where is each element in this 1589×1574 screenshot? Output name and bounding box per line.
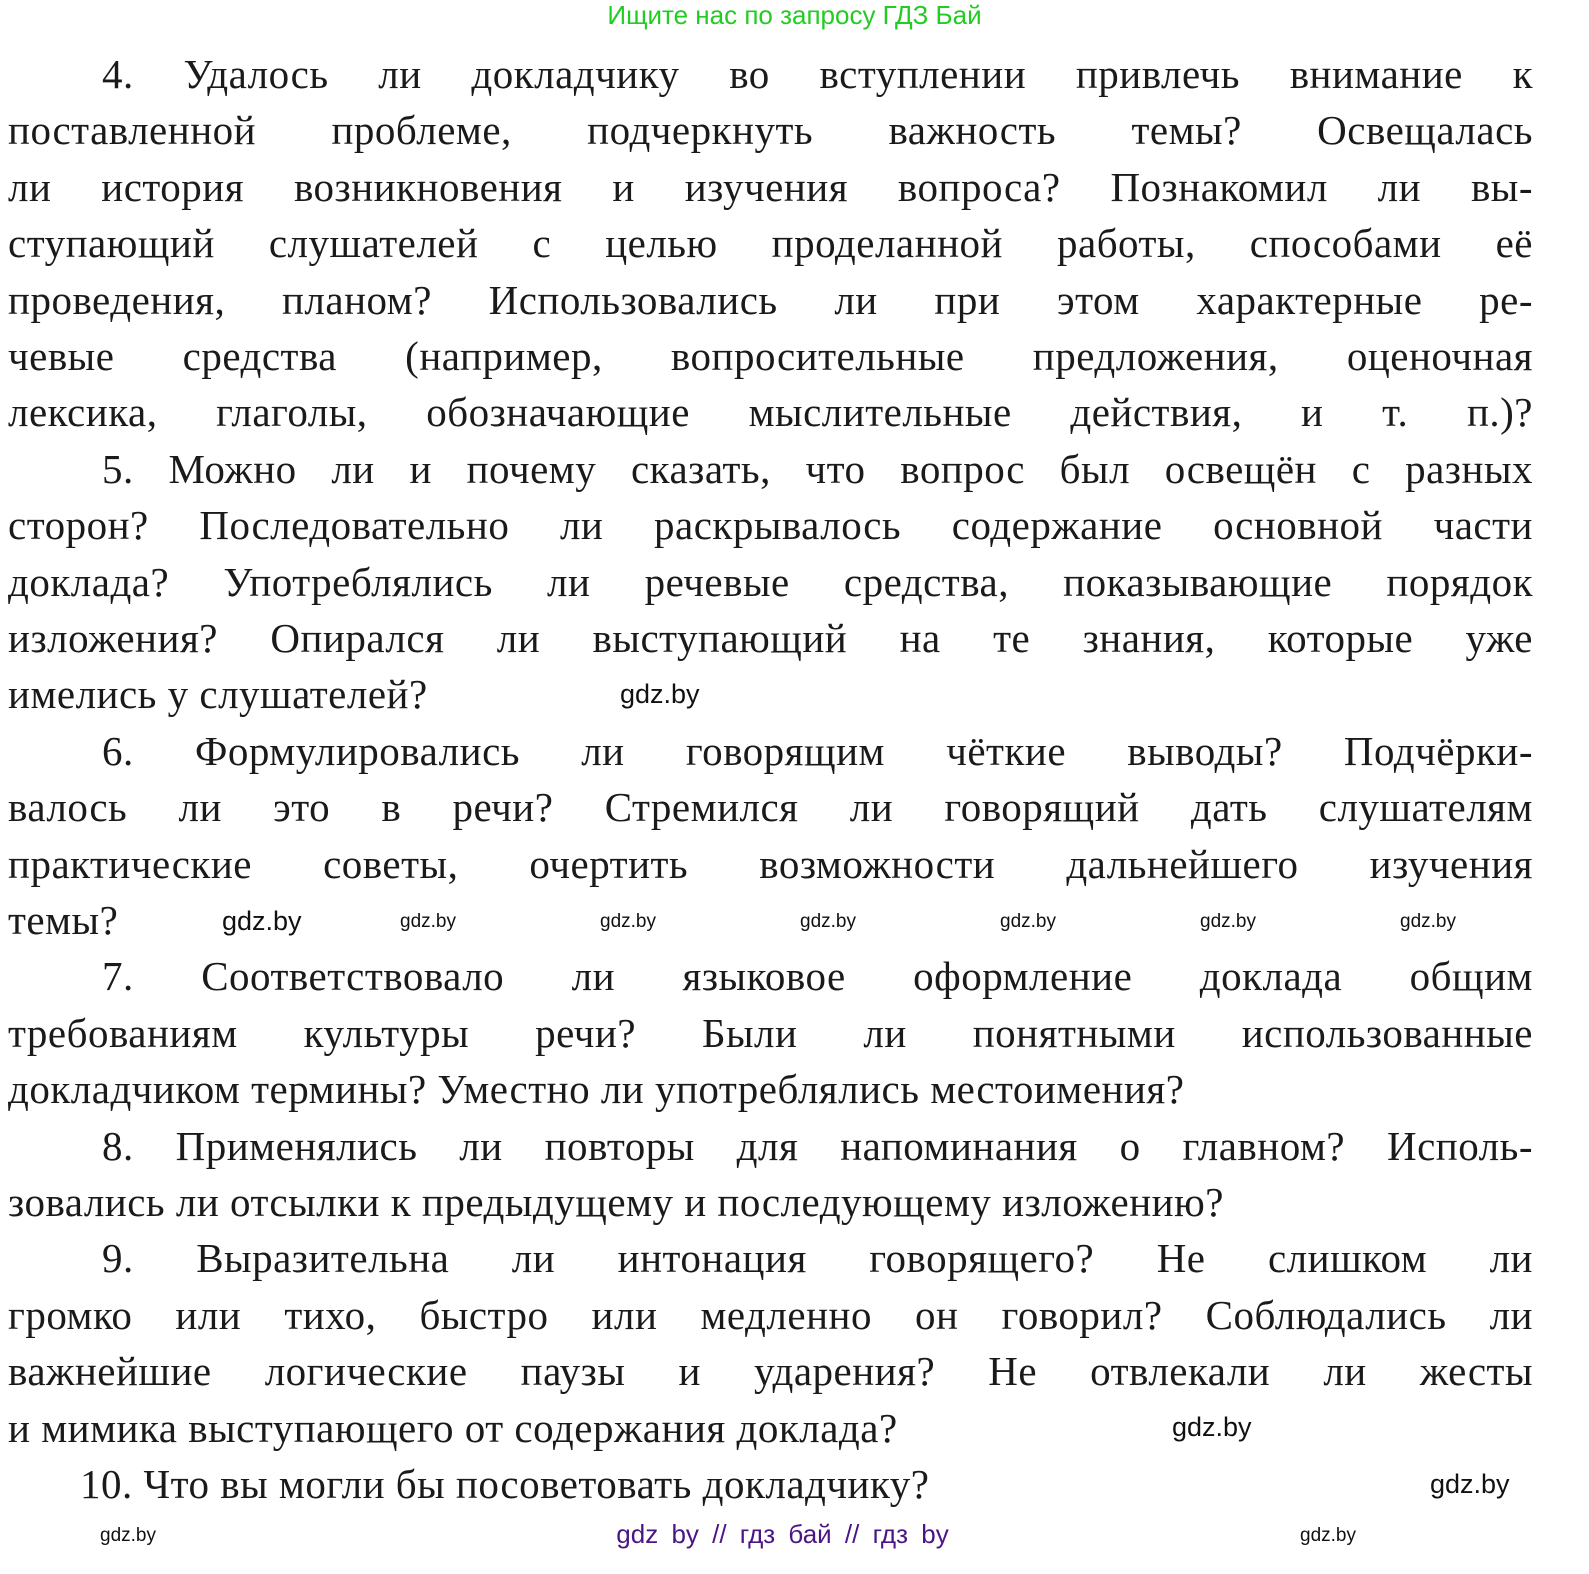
text-line: валось ли это в речи? Стремился ли говорящий дать слушателям: [8, 784, 1533, 831]
text-line: ли история возникновения и изучения вопроса? Познакомил ли вы-: [8, 163, 1533, 210]
text-line: ступающий слушателей с целью проделанной работы, способами её: [8, 220, 1533, 267]
text-line: требованиям культуры речи? Были ли понятными использованные: [8, 1009, 1533, 1056]
watermark: gdz.by: [800, 911, 856, 932]
watermark: gdz.by: [620, 679, 700, 709]
watermark: gdz.by: [1400, 911, 1456, 932]
text-line: 4. Удалось ли докладчику во вступлении привлечь внимание к: [102, 51, 1533, 97]
watermark: gdz.by: [1300, 1525, 1356, 1546]
text-line: чевые средства (например, вопросительные предложения, оценочная: [8, 333, 1533, 379]
text-line: 6. Формулировались ли говорящим чёткие выводы? Подчёрки-: [102, 727, 1533, 774]
text-line: проведения, планом? Использовались ли при этом характерные ре-: [8, 276, 1533, 323]
text-line: доклада? Употреблялись ли речевые средства, показывающие порядок: [8, 558, 1533, 605]
text-line: 7. Соответствовало ли языковое оформление доклада общим: [102, 953, 1533, 1000]
text-line: 10. Что вы могли бы посоветовать докладчику?: [80, 1461, 930, 1507]
text-line: практические советы, очертить возможности дальнейшего изучения: [8, 840, 1533, 887]
text-line: 5. Можно ли и почему сказать, что вопрос был освещён с разных: [102, 445, 1533, 492]
text-line: поставленной проблеме, подчеркнуть важность темы? Освещалась: [8, 107, 1533, 154]
text-line: важнейшие логические паузы и ударения? Не отвлекали ли жесты: [8, 1348, 1533, 1395]
watermark: gdz.by: [400, 911, 456, 932]
watermark: gdz.by: [1172, 1412, 1252, 1442]
text-line: громко или тихо, быстро или медленно он говорил? Соблюдались ли: [8, 1291, 1533, 1338]
text-line: изложения? Опирался ли выступающий на те знания, которые уже: [8, 615, 1533, 661]
text-line: имелись у слушателей?: [8, 671, 428, 718]
text-line: лексика, глаголы, обозначающие мыслительные действия, и т. п.)?: [8, 389, 1533, 436]
text-line: зовались ли отсылки к предыдущему и последующему изложению?: [8, 1179, 1224, 1225]
watermark: gdz.by: [1000, 911, 1056, 932]
search-banner: Ищите нас по запросу ГДЗ Бай: [607, 0, 982, 30]
text-line: докладчиком термины? Уместно ли употреблялись местоимения?: [8, 1066, 1185, 1113]
watermark: gdz.by: [600, 911, 656, 932]
text-line: 8. Применялись ли повторы для напоминания о главном? Исполь-: [102, 1122, 1533, 1169]
watermark: gdz.by: [222, 906, 302, 936]
watermark: gdz.by: [1430, 1469, 1510, 1499]
text-line: темы?: [8, 897, 119, 943]
watermark: gdz.by: [100, 1525, 156, 1546]
text-line: 9. Выразительна ли интонация говорящего? Не слишком ли: [102, 1235, 1533, 1282]
footer-watermark: gdz by // гдз бай // гдз by: [616, 1519, 949, 1549]
text-line: сторон? Последовательно ли раскрывалось содержание основной части: [8, 502, 1533, 549]
watermark: gdz.by: [1200, 911, 1256, 932]
text-line: и мимика выступающего от содержания доклада?: [8, 1404, 898, 1451]
